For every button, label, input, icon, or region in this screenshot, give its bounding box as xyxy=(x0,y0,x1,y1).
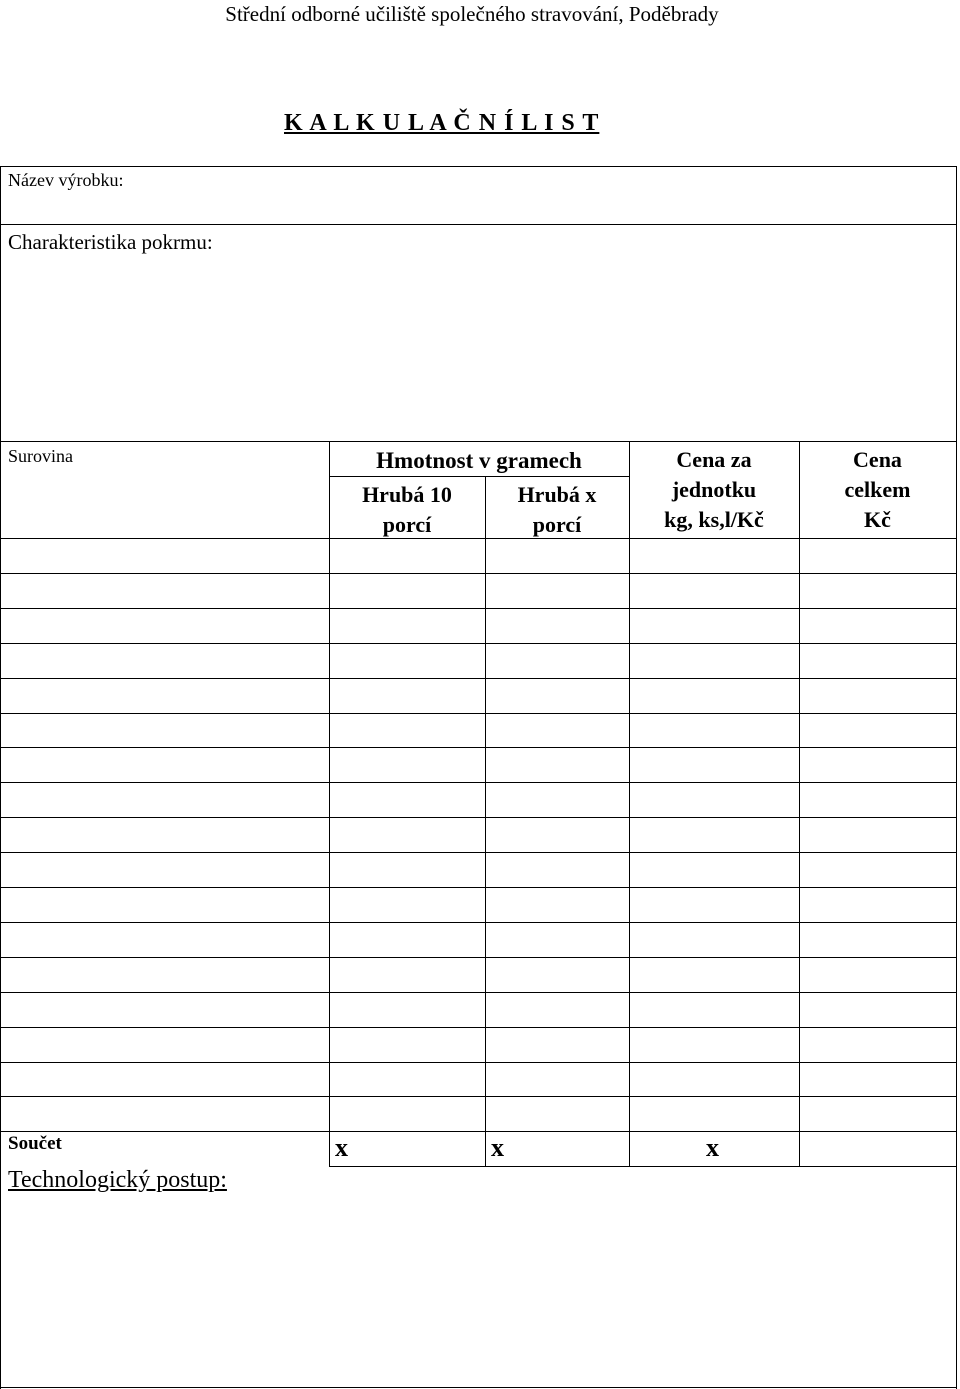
table-cell-total[interactable] xyxy=(801,993,954,1026)
table-cell-gross-10[interactable] xyxy=(331,644,483,677)
col-unit-price-line3: kg, ks,l/Kč xyxy=(664,507,764,532)
table-cell-unit-price[interactable] xyxy=(631,1028,797,1061)
table-cell-total[interactable] xyxy=(801,1028,954,1061)
table-cell-unit-price[interactable] xyxy=(631,888,797,921)
table-cell-gross-10[interactable] xyxy=(331,993,483,1026)
table-cell-ingredient[interactable] xyxy=(2,1063,327,1096)
col-unit-price-line2: jednotku xyxy=(671,477,757,502)
table-cell-gross-x[interactable] xyxy=(487,748,627,781)
divider-product-name xyxy=(0,224,957,225)
table-cell-ingredient[interactable] xyxy=(2,1028,327,1061)
table-cell-ingredient[interactable] xyxy=(2,1097,327,1130)
form-top-border xyxy=(0,166,957,167)
table-cell-gross-x[interactable] xyxy=(487,853,627,886)
table-cell-gross-10[interactable] xyxy=(331,679,483,712)
table-cell-unit-price[interactable] xyxy=(631,1097,797,1130)
table-cell-total[interactable] xyxy=(801,923,954,956)
table-cell-total[interactable] xyxy=(801,1063,954,1096)
table-cell-unit-price[interactable] xyxy=(631,1063,797,1096)
table-cell-gross-x[interactable] xyxy=(487,818,627,851)
table-cell-gross-10[interactable] xyxy=(331,539,483,572)
table-cell-gross-x[interactable] xyxy=(487,644,627,677)
procedure-label: Technologický postup: xyxy=(8,1167,227,1193)
table-cell-gross-x[interactable] xyxy=(487,888,627,921)
table-cell-unit-price[interactable] xyxy=(631,853,797,886)
col-line-1 xyxy=(329,441,330,1166)
table-cell-unit-price[interactable] xyxy=(631,644,797,677)
form-right-border xyxy=(956,166,957,1389)
table-cell-total[interactable] xyxy=(801,818,954,851)
table-cell-ingredient[interactable] xyxy=(2,853,327,886)
sum-gross-10: x xyxy=(335,1133,348,1162)
table-cell-gross-x[interactable] xyxy=(487,1063,627,1096)
table-cell-unit-price[interactable] xyxy=(631,993,797,1026)
table-cell-gross-10[interactable] xyxy=(331,818,483,851)
table-cell-gross-x[interactable] xyxy=(487,783,627,816)
table-cell-ingredient[interactable] xyxy=(2,574,327,607)
table-cell-unit-price[interactable] xyxy=(631,539,797,572)
col-total-header xyxy=(799,445,956,535)
table-cell-gross-10[interactable] xyxy=(331,609,483,642)
sum-gross-x: x xyxy=(491,1133,504,1162)
table-top-border xyxy=(0,441,957,442)
col-gross-10-line1: Hrubá 10 xyxy=(362,482,452,507)
table-cell-ingredient[interactable] xyxy=(2,609,327,642)
table-cell-gross-10[interactable] xyxy=(331,853,483,886)
table-cell-total[interactable] xyxy=(801,574,954,607)
table-cell-gross-x[interactable] xyxy=(487,609,627,642)
table-cell-ingredient[interactable] xyxy=(2,923,327,956)
table-cell-total[interactable] xyxy=(801,783,954,816)
table-cell-ingredient[interactable] xyxy=(2,539,327,572)
table-cell-gross-10[interactable] xyxy=(331,1063,483,1096)
table-cell-unit-price[interactable] xyxy=(631,783,797,816)
product-name-field[interactable] xyxy=(160,168,950,222)
form-left-border xyxy=(0,166,1,1389)
table-cell-unit-price[interactable] xyxy=(631,714,797,747)
table-cell-gross-x[interactable] xyxy=(487,923,627,956)
table-cell-gross-x[interactable] xyxy=(487,714,627,747)
col-ingredient-header: Surovina xyxy=(8,446,73,466)
col-line-3 xyxy=(629,441,630,1166)
table-cell-gross-x[interactable] xyxy=(487,1028,627,1061)
table-cell-gross-x[interactable] xyxy=(487,679,627,712)
table-cell-total[interactable] xyxy=(801,958,954,991)
table-cell-ingredient[interactable] xyxy=(2,748,327,781)
table-cell-unit-price[interactable] xyxy=(631,748,797,781)
table-cell-ingredient[interactable] xyxy=(2,993,327,1026)
table-cell-gross-x[interactable] xyxy=(487,993,627,1026)
table-cell-total[interactable] xyxy=(801,679,954,712)
form-bottom-border xyxy=(0,1387,957,1388)
table-cell-total[interactable] xyxy=(801,888,954,921)
table-cell-gross-x[interactable] xyxy=(487,958,627,991)
table-cell-total[interactable] xyxy=(801,609,954,642)
col-unit-price-line1: Cena za xyxy=(676,447,752,472)
sum-label: Součet xyxy=(8,1133,62,1154)
table-cell-gross-10[interactable] xyxy=(331,748,483,781)
table-cell-gross-x[interactable] xyxy=(487,574,627,607)
product-name-label: Název výrobku: xyxy=(8,170,124,190)
table-cell-ingredient[interactable] xyxy=(2,644,327,677)
table-cell-total[interactable] xyxy=(801,748,954,781)
col-gross-10-line2: porcí xyxy=(382,512,432,537)
table-cell-ingredient[interactable] xyxy=(2,679,327,712)
col-weight-header: Hmotnost v gramech xyxy=(376,448,582,473)
table-cell-gross-10[interactable] xyxy=(331,958,483,991)
characteristics-label: Charakteristika pokrmu: xyxy=(8,230,213,254)
col-gross-x-header xyxy=(485,480,629,540)
table-cell-unit-price[interactable] xyxy=(631,818,797,851)
table-cell-gross-10[interactable] xyxy=(331,783,483,816)
col-total-line3: Kč xyxy=(864,507,891,532)
col-total-line2: celkem xyxy=(844,477,911,502)
col-unit-price-header xyxy=(629,445,799,535)
table-cell-gross-10[interactable] xyxy=(331,714,483,747)
col-line-4 xyxy=(799,441,800,1166)
col-gross-x-line2: porcí xyxy=(532,512,582,537)
document-title: K A L K U L A Č N Í L I S T xyxy=(284,110,600,136)
table-cell-ingredient[interactable] xyxy=(2,888,327,921)
table-cell-gross-10[interactable] xyxy=(331,574,483,607)
weight-header-divider xyxy=(329,476,629,477)
procedure-field[interactable] xyxy=(8,1200,948,1380)
table-cell-unit-price[interactable] xyxy=(631,609,797,642)
row-border xyxy=(0,1131,957,1132)
table-cell-ingredient[interactable] xyxy=(2,783,327,816)
sum-total-cell[interactable] xyxy=(800,1133,956,1165)
table-cell-gross-10[interactable] xyxy=(331,1097,483,1130)
table-cell-total[interactable] xyxy=(801,714,954,747)
table-cell-total[interactable] xyxy=(801,1097,954,1130)
table-cell-gross-10[interactable] xyxy=(331,923,483,956)
table-cell-gross-10[interactable] xyxy=(331,1028,483,1061)
characteristics-field[interactable] xyxy=(8,262,948,437)
col-total-line1: Cena xyxy=(853,447,902,472)
table-cell-unit-price[interactable] xyxy=(631,958,797,991)
col-gross-10-header xyxy=(329,480,485,540)
table-cell-gross-x[interactable] xyxy=(487,539,627,572)
table-cell-gross-x[interactable] xyxy=(487,1097,627,1130)
sum-unit-price: x xyxy=(706,1133,719,1162)
table-cell-total[interactable] xyxy=(801,644,954,677)
table-cell-ingredient[interactable] xyxy=(2,714,327,747)
table-cell-ingredient[interactable] xyxy=(2,818,327,851)
table-cell-unit-price[interactable] xyxy=(631,923,797,956)
table-cell-unit-price[interactable] xyxy=(631,574,797,607)
sum-bottom-border xyxy=(329,1166,956,1167)
school-name: Střední odborné učiliště společného stravování, Poděbrady xyxy=(225,2,719,26)
table-cell-total[interactable] xyxy=(801,853,954,886)
table-cell-ingredient[interactable] xyxy=(2,958,327,991)
table-cell-total[interactable] xyxy=(801,539,954,572)
col-gross-x-line1: Hrubá x xyxy=(517,482,597,507)
table-cell-unit-price[interactable] xyxy=(631,679,797,712)
table-cell-gross-10[interactable] xyxy=(331,888,483,921)
